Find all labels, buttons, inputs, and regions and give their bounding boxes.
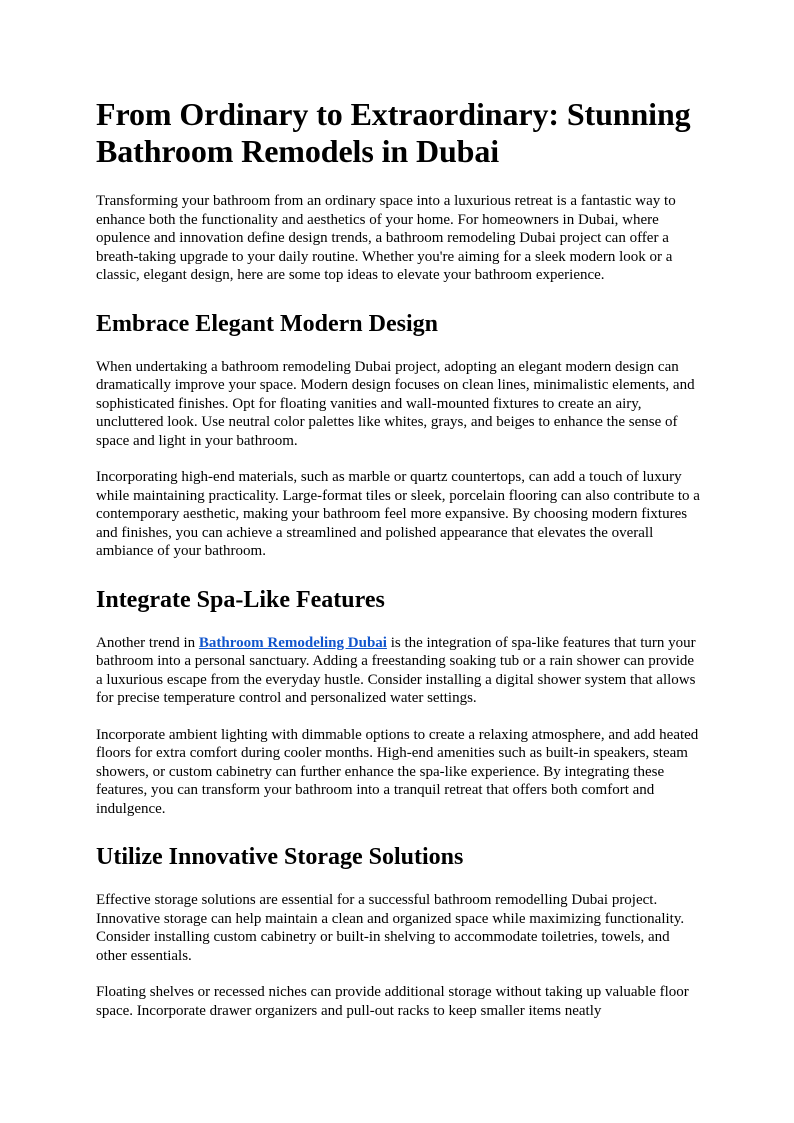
paragraph-text: is the integration of spa-like features that turn your bathroom into a personal sanctuary. Adding a freestanding soaking tub or a rain shower can provide a luxurious escape from the everyday hustle. Consider installing a digital shower system that allows for precise temperature control and personalized water settings.: [96, 634, 696, 706]
section-paragraph: Floating shelves or recessed niches can provide additional storage without taking up valuable floor space. Incorporate drawer organizers and pull-out racks to keep smaller items neatly: [96, 984, 689, 1019]
section-heading: Utilize Innovative Storage Solutions: [96, 844, 464, 870]
intro-paragraph: Transforming your bathroom from an ordinary space into a luxurious retreat is a fantastic way to enhance both the functionality and aesthetics of your home. For homeowners in Dubai, where opulence and innovation define design trends, a bathroom remodeling Dubai project can offer a breath-taking upgrade to your daily routine. Whether you're aiming for a sleek modern look or a classic, elegant design, here are some top ideas to elevate your bathroom experience.: [96, 193, 676, 283]
section-paragraph: Incorporate ambient lighting with dimmable options to create a relaxing atmosphere, and add heated floors for extra comfort during cooler months. High-end amenities such as built-in speakers, steam showers, or custom cabinetry can further enhance the spa-like experience. By integrating these features, you can transform your bathroom into a tranquil retreat that offers both comfort and indulgence.: [96, 726, 699, 817]
section-heading: Embrace Elegant Modern Design: [96, 310, 438, 337]
section-storage-solutions: [96, 843, 700, 1020]
section-spa-features: [96, 586, 700, 819]
bathroom-remodeling-dubai-link[interactable]: Bathroom Remodeling Dubai: [198, 634, 387, 651]
paragraph-text: Another trend in: [96, 634, 199, 651]
section-modern-design: [96, 310, 700, 561]
section-paragraph: When undertaking a bathroom remodeling Dubai project, adopting an elegant modern design can dramatically improve your space. Modern design focuses on clean lines, minimalistic elements, and sophisticated finishes. Opt for floating vanities and wall-mounted fixtures to create an airy, uncluttered look. Use neutral color palettes like whites, grays, and beiges to enhance the sense of space and light in your bathroom.: [96, 358, 695, 449]
page-title: From Ordinary to Extraordinary: Stunning Bathroom Remodels in Dubai: [96, 96, 691, 169]
section-paragraph: [96, 634, 700, 708]
section-paragraph: Effective storage solutions are essential for a successful bathroom remodelling Dubai project. Innovative storage can help maintain a clean and organized space while maximizing functionality. Consider installing custom cabinetry or built-in shelving to accommodate toiletries, towels, and other essentials.: [96, 892, 685, 964]
document-page: [96, 96, 700, 1020]
section-paragraph: Incorporating high-end materials, such as marble or quartz countertops, can add a touch of luxury while maintaining practicality. Large-format tiles or sleek, porcelain flooring can also contribute to a contemporary aesthetic, making your bathroom feel more expansive. By choosing modern fixtures and finishes, you can achieve a streamlined and polished appearance that elevates the overall ambiance of your bathroom.: [96, 469, 700, 559]
section-heading: Integrate Spa-Like Features: [96, 586, 385, 613]
